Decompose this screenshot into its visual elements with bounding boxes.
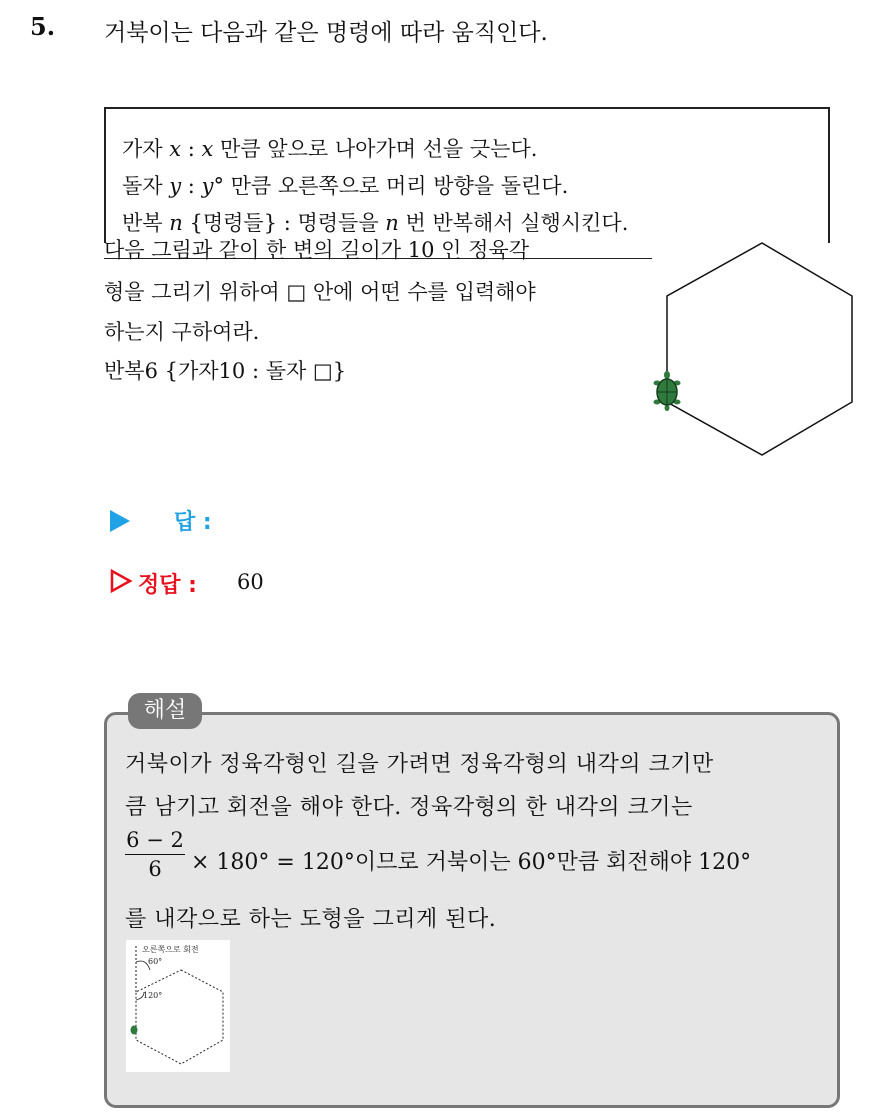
fraction-bar: [125, 854, 185, 855]
command-text: {명령들} : 명령들을: [182, 211, 386, 235]
hexagon-shape: [667, 243, 852, 455]
fraction-denominator: 6: [148, 857, 162, 881]
thumb-angle-120: 120°: [143, 991, 163, 1000]
command-text: 돌자: [122, 174, 170, 198]
variable: n: [169, 211, 183, 235]
fraction-numerator: 6 − 2: [126, 828, 184, 852]
command-text: 번 반복해서 실행시킨다.: [398, 211, 629, 235]
variable: y: [169, 174, 182, 198]
explanation-line: × 180° = 120°이므로 거북이는 60°만큼 회전해야 120°: [191, 850, 752, 875]
command-line-turn: [122, 170, 568, 200]
question-text: 거북이는 다음과 같은 명령에 따라 움직인다.: [104, 20, 548, 46]
hexagon-figure: [645, 240, 860, 469]
thumb-angle-60: 60°: [148, 957, 163, 966]
command-text: 만큼 앞으로 나아가며 선을 긋는다.: [213, 137, 538, 161]
answer-label: 답 :: [174, 510, 212, 535]
command-text: ° 만큼 오른쪽으로 머리 방향을 돌린다.: [213, 174, 569, 198]
variable: n: [385, 211, 399, 235]
variable: y: [201, 174, 214, 198]
command-text: :: [181, 137, 202, 161]
fraction: [125, 828, 185, 881]
dashed-hexagon: [136, 970, 223, 1064]
command-line-repeat: [122, 207, 628, 237]
command-text: 반복: [122, 211, 170, 235]
answer-marker-icon: [110, 510, 130, 532]
command-text: :: [181, 174, 202, 198]
turtle-icon: [131, 1026, 138, 1035]
command-line-move: [122, 133, 537, 163]
explanation-figure: [126, 940, 230, 1072]
correct-answer-label: 정답 :: [138, 573, 197, 598]
question-number: 5.: [30, 12, 56, 41]
hexagon-drawing: [645, 240, 860, 465]
turtle-icon: [654, 371, 681, 411]
explanation-tag: 해설: [128, 693, 202, 729]
thumb-caption: 오른쪽으로 회전: [142, 945, 199, 954]
explanation-line: 큼 남기고 회전을 해야 한다. 정육각형의 한 내각의 크기는: [125, 795, 693, 820]
triangle-outline-icon: [110, 569, 132, 593]
variable: x: [169, 137, 182, 161]
command-text: 가자: [122, 137, 170, 161]
problem-line: 하는지 구하여라.: [104, 320, 260, 344]
hexagon-turn-diagram: [126, 940, 230, 1072]
problem-line: 다음 그림과 같이 한 변의 길이가 10 인 정육각: [104, 238, 529, 262]
problem-line: 반복6 {가자10 : 돌자 □}: [104, 359, 347, 383]
correct-marker-icon: [110, 569, 132, 597]
variable: x: [201, 137, 214, 161]
explanation-line: 를 내각으로 하는 도형을 그리게 된다.: [125, 907, 497, 932]
explanation-line: 거북이가 정육각형인 길을 가려면 정육각형의 내각의 크기만: [125, 752, 714, 777]
correct-answer-value: 60: [237, 570, 264, 594]
problem-line: 형을 그리기 위하여 □ 안에 어떤 수를 입력해야: [104, 280, 536, 304]
